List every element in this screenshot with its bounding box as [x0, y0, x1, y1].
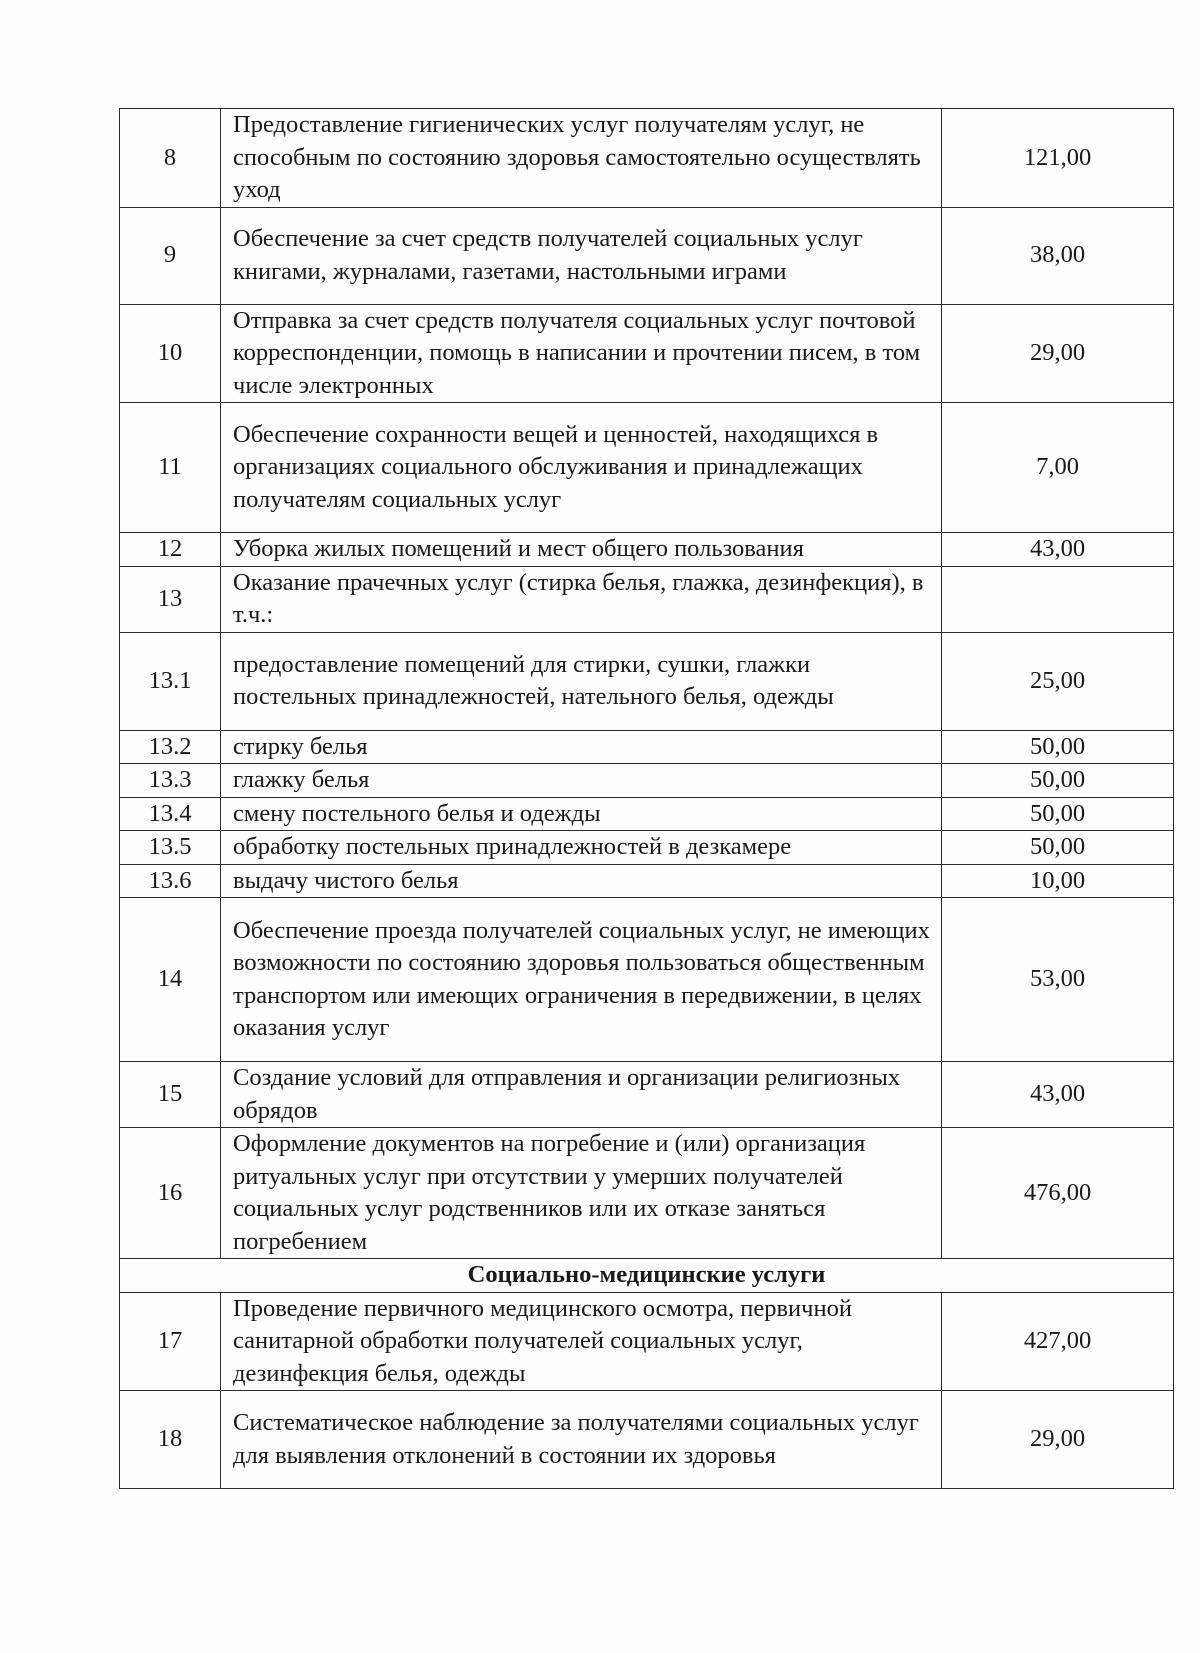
service-price: 50,00 — [942, 831, 1174, 865]
table-row — [120, 632, 1174, 730]
service-description: выдачу чистого белья — [221, 864, 942, 898]
row-number: 13.1 — [120, 632, 221, 730]
row-number: 8 — [120, 109, 221, 208]
table-row — [120, 898, 1174, 1062]
service-description: Обеспечение сохранности вещей и ценностей, находящихся в организациях социального обслуживания и принадлежащих получателям социальных услуг — [221, 403, 942, 533]
service-price: 50,00 — [942, 797, 1174, 831]
service-description: предоставление помещений для стирки, сушки, глажки постельных принадлежностей, нательного белья, одежды — [221, 632, 942, 730]
row-number: 11 — [120, 403, 221, 533]
section-title: Социально-медицинские услуги — [120, 1259, 1174, 1293]
service-price: 7,00 — [942, 403, 1174, 533]
service-price: 43,00 — [942, 533, 1174, 567]
row-number: 15 — [120, 1062, 221, 1128]
row-number: 14 — [120, 898, 221, 1062]
service-price: 43,00 — [942, 1062, 1174, 1128]
table-row — [120, 533, 1174, 567]
service-price: 427,00 — [942, 1292, 1174, 1391]
service-description: Предоставление гигиенических услуг получателям услуг, не способным по состоянию здоровья самостоятельно осуществлять уход — [221, 109, 942, 208]
service-price: 10,00 — [942, 864, 1174, 898]
service-price: 29,00 — [942, 1391, 1174, 1489]
row-number: 13.4 — [120, 797, 221, 831]
table-row — [120, 1128, 1174, 1259]
table-row — [120, 1292, 1174, 1391]
service-price: 476,00 — [942, 1128, 1174, 1259]
table-row — [120, 403, 1174, 533]
service-description: Систематическое наблюдение за получателями социальных услуг для выявления отклонений в состоянии их здоровья — [221, 1391, 942, 1489]
row-number: 13.2 — [120, 730, 221, 764]
row-number: 13.6 — [120, 864, 221, 898]
row-number: 16 — [120, 1128, 221, 1259]
row-number: 18 — [120, 1391, 221, 1489]
service-description: Оказание прачечных услуг (стирка белья, глажка, дезинфекция), в т.ч.: — [221, 566, 942, 632]
table-row — [120, 109, 1174, 208]
service-description: Создание условий для отправления и организации религиозных обрядов — [221, 1062, 942, 1128]
row-number: 9 — [120, 207, 221, 304]
service-description: стирку белья — [221, 730, 942, 764]
row-number: 13 — [120, 566, 221, 632]
service-description: Проведение первичного медицинского осмотра, первичной санитарной обработки получателей социальных услуг, дезинфекция белья, одежды — [221, 1292, 942, 1391]
service-description: Уборка жилых помещений и мест общего пользования — [221, 533, 942, 567]
service-description: обработку постельных принадлежностей в дезкамере — [221, 831, 942, 865]
service-price: 53,00 — [942, 898, 1174, 1062]
service-description: Обеспечение за счет средств получателей социальных услуг книгами, журналами, газетами, настольными играми — [221, 207, 942, 304]
table-row — [120, 764, 1174, 798]
table-row — [120, 1391, 1174, 1489]
tariff-table — [119, 108, 1174, 1489]
service-description: смену постельного белья и одежды — [221, 797, 942, 831]
table-row — [120, 566, 1174, 632]
row-number: 17 — [120, 1292, 221, 1391]
table-row — [120, 207, 1174, 304]
table-row — [120, 797, 1174, 831]
service-description: глажку белья — [221, 764, 942, 798]
service-price: 121,00 — [942, 109, 1174, 208]
section-header-row — [120, 1259, 1174, 1293]
row-number: 13.3 — [120, 764, 221, 798]
service-price: 50,00 — [942, 764, 1174, 798]
row-number: 10 — [120, 304, 221, 403]
table-row — [120, 1062, 1174, 1128]
service-description: Отправка за счет средств получателя социальных услуг почтовой корреспонденции, помощь в написании и прочтении писем, в том числе электронных — [221, 304, 942, 403]
table-row — [120, 831, 1174, 865]
service-price: 29,00 — [942, 304, 1174, 403]
service-price — [942, 566, 1174, 632]
table-row — [120, 304, 1174, 403]
service-description: Оформление документов на погребение и (или) организация ритуальных услуг при отсутствии у умерших получателей социальных услуг родственников или их отказе заняться погребением — [221, 1128, 942, 1259]
row-number: 12 — [120, 533, 221, 567]
service-price: 25,00 — [942, 632, 1174, 730]
service-price: 38,00 — [942, 207, 1174, 304]
service-description: Обеспечение проезда получателей социальных услуг, не имеющих возможности по состоянию здоровья пользоваться общественным транспортом или имеющих ограничения в передвижении, в целях оказания услуг — [221, 898, 942, 1062]
service-price: 50,00 — [942, 730, 1174, 764]
table-row — [120, 864, 1174, 898]
row-number: 13.5 — [120, 831, 221, 865]
table-row — [120, 730, 1174, 764]
